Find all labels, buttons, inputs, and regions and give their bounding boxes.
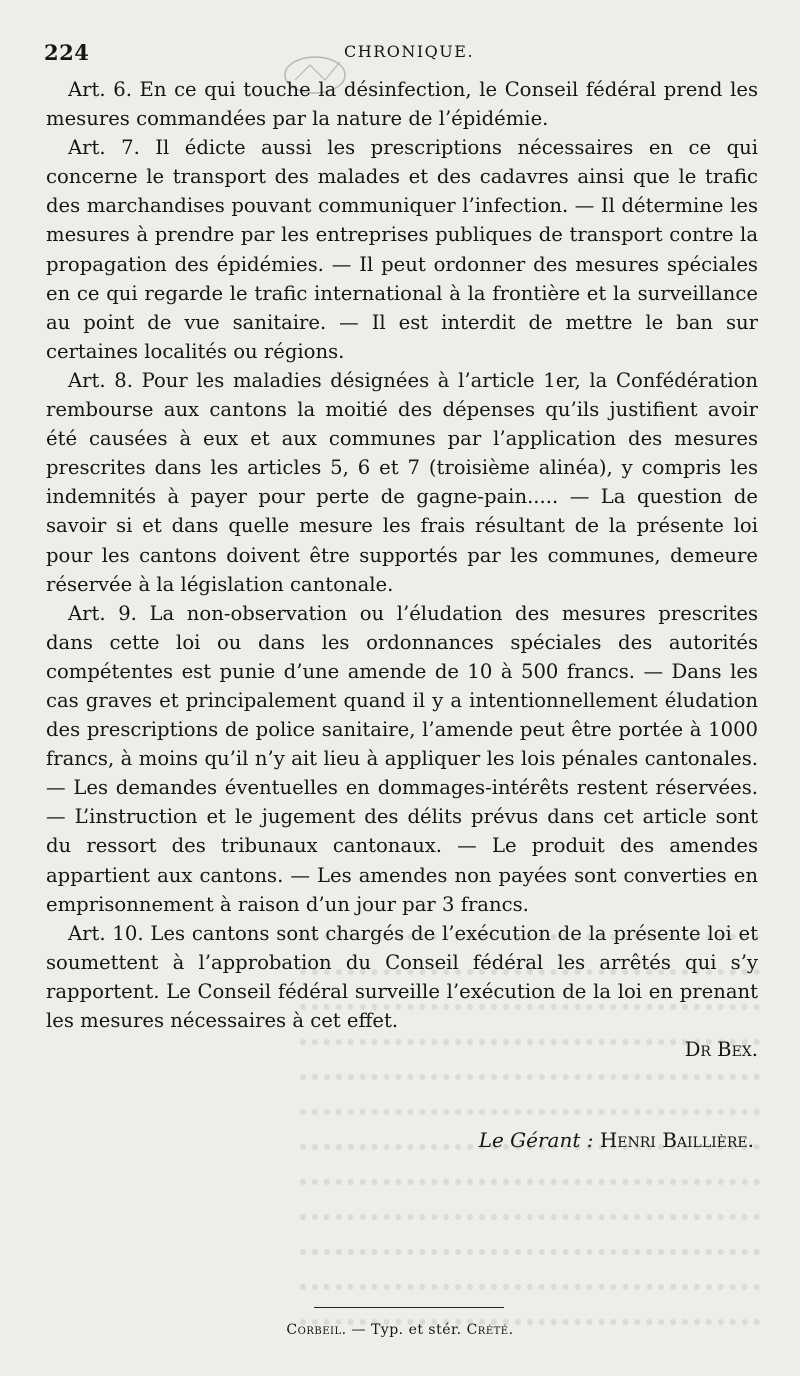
gerant-line xyxy=(479,1128,754,1152)
page-number: 224 xyxy=(44,40,90,65)
author-signature: Dr Bex. xyxy=(684,1038,758,1062)
paragraph-art-6: Art. 6. En ce qui touche la désinfection, le Conseil fédéral prend les mesures commandées par la nature de l’épidémie. xyxy=(46,78,758,131)
printer-imprint xyxy=(0,1322,800,1338)
paragraph-art-9: Art. 9. La non-observation ou l’éludation des mesures prescrites dans cette loi ou dans les ordonnances spéciales des autorités compétentes est punie d’une amende de 10 à 500 francs. — Dans les cas graves et principalement quand il y a intentionnellement éludation des prescriptions de police sanitaire, l’amende peut être portée à 1000 francs, à moins qu’il n’y ait lieu à appliquer les lois pénales cantonales. — Les demandes éventuelles en dommages-intérêts restent réservées. — L’instruction et le jugement des délits prévus dans cet article sont du ressort des tribunaux cantonaux. — Le produit des amendes appartient aux cantons. — Les amendes non payées sont converties en emprisonnement à raison d’un jour par 3 francs. xyxy=(46,601,758,916)
footer-divider xyxy=(314,1307,504,1308)
printer-text: — Typ. et stér. xyxy=(351,1322,462,1338)
article-body xyxy=(46,75,758,1064)
gerant-label: Le Gérant : xyxy=(478,1128,594,1152)
printer-place: Corbeil. xyxy=(286,1322,347,1338)
gerant-name: Henri Baillière. xyxy=(599,1128,754,1152)
page-header xyxy=(44,40,756,70)
paragraph-art-7: Art. 7. Il édicte aussi les prescriptions nécessaires en ce qui concerne le transport des malades et des cadavres ainsi que le trafic des marchandises pouvant communiquer l’infection. — Il détermine les mesures à prendre par les entreprises publiques de transport contre la propagation des épidémies. — Il peut ordonner des mesures spéciales en ce qui regarde le trafic international à la frontière et la surveillance au point de vue sanitaire. — Il est interdit de mettre le ban sur certaines localités ou régions. xyxy=(46,136,758,363)
paragraph-art-8: Art. 8. Pour les maladies désignées à l’article 1er, la Confédération rembourse aux cantons la moitié des dépenses qu’ils justifient avoir été causées à eux et aux communes par l’application des mesures prescrites dans les articles 5, 6 et 7 (troisième alinéa), y compris les indemnités à payer pour perte de gagne-pain..... — La question de savoir si et dans quelle mesure les frais résultant de la présente loi pour les cantons doivent être supportés par les communes, demeure réservée à la législation cantonale. xyxy=(46,368,758,596)
running-head: CHRONIQUE. xyxy=(344,42,475,61)
author-signature-line xyxy=(46,1035,758,1064)
printer-name: Crété. xyxy=(466,1322,514,1338)
paragraph-art-10: Art. 10. Les cantons sont chargés de l’exécution de la présente loi et soumettent à l’approbation du Conseil fédéral les arrêtés qui s’y rapportent. Le Conseil fédéral surveille l’exécution de la loi en prenant les mesures nécessaires à cet effet. xyxy=(46,921,758,1032)
